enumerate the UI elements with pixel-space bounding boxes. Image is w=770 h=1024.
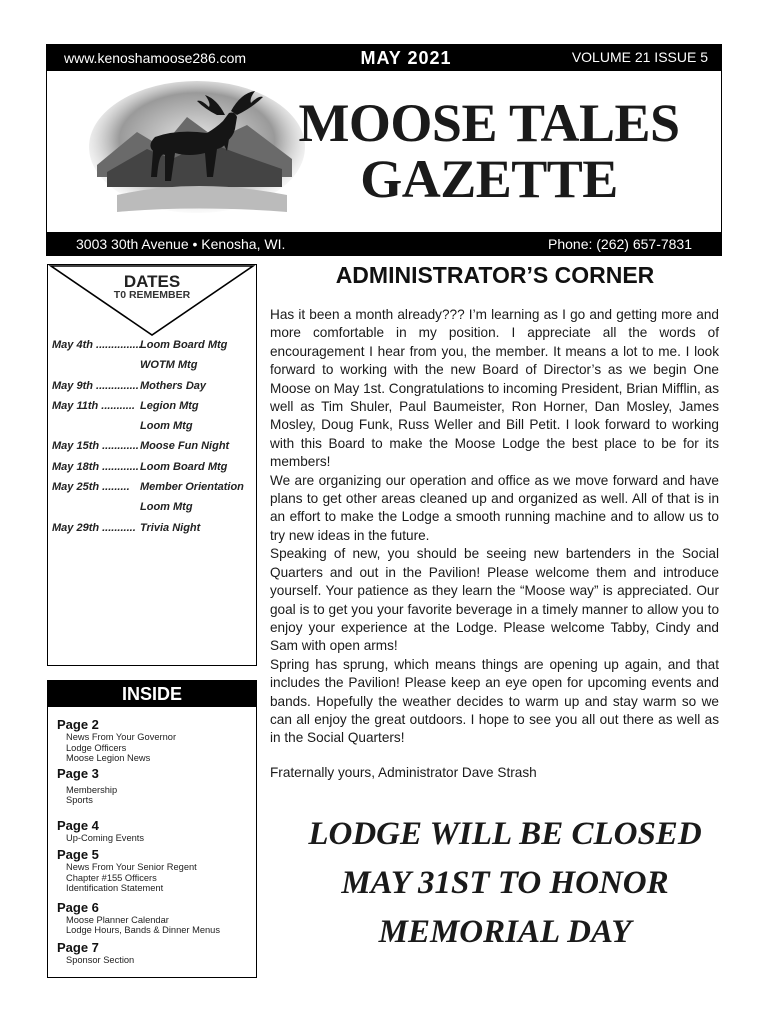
event-name: Member Orientation: [140, 481, 244, 494]
article-paragraph: Speaking of new, you should be seeing new bartenders in the Social Quarters and out in the Pavilion! Please welcome them and introduce yourself. Your patience as they learn the “Moose way” is appreciated. Our goal is to get you your favorite beverage in a timely manner to allow you to enjoy your experience at the Lodge. Please welcome Tabby, Cindy and Sam with open arms!: [270, 546, 719, 654]
notice-line-3: MEMORIAL DAY: [378, 914, 632, 950]
list-item: [52, 518, 244, 538]
article-paragraph: Has it been a month already??? I’m learning as I go and getting more and more comfortable in my position. I appreciate all the words of encouragement I hear from you, the member. It means a lot to me. I look forward to working with the new Board of Director’s as we begin One Moose on May 1st. Congratulations to incoming President, Brian Mifflin, as well as Tim Shuler, Paul Baumeister, Ron Horner, Dan Mosley, James Mosley, Doug Funk, Russ Weller and Bill Petit. I look forward to working with this Board to make the Moose Lodge the best place to be for its members!: [270, 307, 719, 470]
issue-date: MAY 2021: [360, 48, 452, 68]
dates-title: DATES: [123, 272, 181, 291]
contents-item: Sponsor Section: [66, 954, 135, 965]
page-heading: Page 3: [57, 765, 99, 781]
page-heading: Page 4: [57, 817, 99, 833]
list-item: [52, 355, 244, 375]
dates-to-remember: [47, 264, 257, 666]
newsletter-title: [257, 95, 721, 207]
masthead: [46, 71, 722, 233]
page-heading: Page 2: [57, 717, 99, 732]
contents-item: Lodge Hours, Bands & Dinner Menus: [66, 925, 221, 935]
inside-contents: [47, 680, 257, 978]
notice-line-1: LODGE WILL BE CLOSED: [308, 816, 702, 852]
contents-item: Identification Statement: [66, 883, 164, 893]
contents-item: Sports: [66, 795, 93, 805]
event-date: May 18th ............: [52, 460, 139, 473]
list-item: [52, 376, 244, 396]
page-heading: Page 7: [57, 939, 99, 955]
event-name: Moose Fun Night: [140, 440, 230, 453]
event-name: Mothers Day: [140, 379, 207, 392]
article-paragraph: Spring has sprung, which means things are opening up again, and that includes the Pavilion! Please keep an eye open for upcoming events and bands. Hopefully the weather decides to warm up and stay warm so we can all enjoy the great outdoors. I hope to see you all out there as well as in the Social Quarters!: [270, 656, 719, 746]
event-date: May 11th ...........: [52, 399, 135, 412]
contents-item: Lodge Officers: [66, 742, 127, 753]
contents-item: News From Your Senior Regent: [66, 862, 197, 872]
event-name: Legion Mtg: [140, 399, 199, 412]
contents-item: Membership: [66, 784, 118, 795]
event-name: Loom Board Mtg: [140, 339, 228, 351]
title-line-1: MOOSE TALES: [298, 93, 680, 153]
event-date: May 29th ...........: [52, 521, 136, 534]
event-name: Trivia Night: [140, 521, 201, 534]
closure-notice: [270, 810, 740, 957]
event-date: May 25th .........: [52, 481, 130, 494]
article-signature: Fraternally yours, Administrator Dave Strash: [270, 764, 537, 780]
event-date: May 15th ............: [52, 440, 139, 453]
event-name: Loom Mtg: [140, 420, 193, 433]
event-name: Loom Mtg: [140, 501, 193, 514]
website-link[interactable]: www.kenoshamoose286.com: [64, 50, 247, 66]
event-name: Loom Board Mtg: [140, 460, 228, 473]
inside-title: INSIDE: [48, 681, 256, 707]
dates-subtitle: T0 REMEMBER: [113, 289, 191, 301]
page-heading: Page 6: [57, 899, 99, 915]
contents-item: Moose Legion News: [66, 753, 151, 763]
header-bar: [46, 44, 722, 71]
article-title: ADMINISTRATOR’S CORNER: [335, 262, 655, 288]
title-line-2: GAZETTE: [360, 149, 618, 209]
event-date: May 4th ...............: [52, 339, 142, 351]
lodge-address: 3003 30th Avenue • Kenosha, WI.: [76, 236, 286, 252]
notice-line-2: MAY 31ST TO HONOR: [341, 865, 669, 901]
lodge-phone: Phone: (262) 657-7831: [548, 236, 692, 252]
contents-item: News From Your Governor: [66, 732, 177, 742]
contents-list: [57, 715, 220, 965]
list-item: [52, 396, 244, 416]
address-bar: [46, 233, 722, 256]
page-heading: Page 5: [57, 847, 99, 862]
volume-issue: VOLUME 21 ISSUE 5: [571, 49, 708, 65]
list-item: [52, 335, 244, 355]
list-item: [52, 497, 244, 517]
contents-item: Up-Coming Events: [66, 832, 145, 843]
list-item: [52, 457, 244, 477]
article-body: [270, 306, 719, 782]
article-paragraph: We are organizing our operation and office as we move forward and have plans to get other areas cleaned up and organized as well. All of that is in an effort to make the Lodge a smooth running machine and to allow us to try new ideas in the future.: [270, 472, 719, 543]
list-item: [52, 436, 244, 456]
contents-item: Moose Planner Calendar: [66, 914, 169, 925]
list-item: [52, 416, 244, 436]
event-date: May 9th ..............: [52, 379, 139, 392]
contents-item: Chapter #155 Officers: [66, 872, 157, 883]
list-item: [52, 477, 244, 497]
event-name: WOTM Mtg: [140, 359, 198, 372]
dates-list: [52, 335, 244, 538]
